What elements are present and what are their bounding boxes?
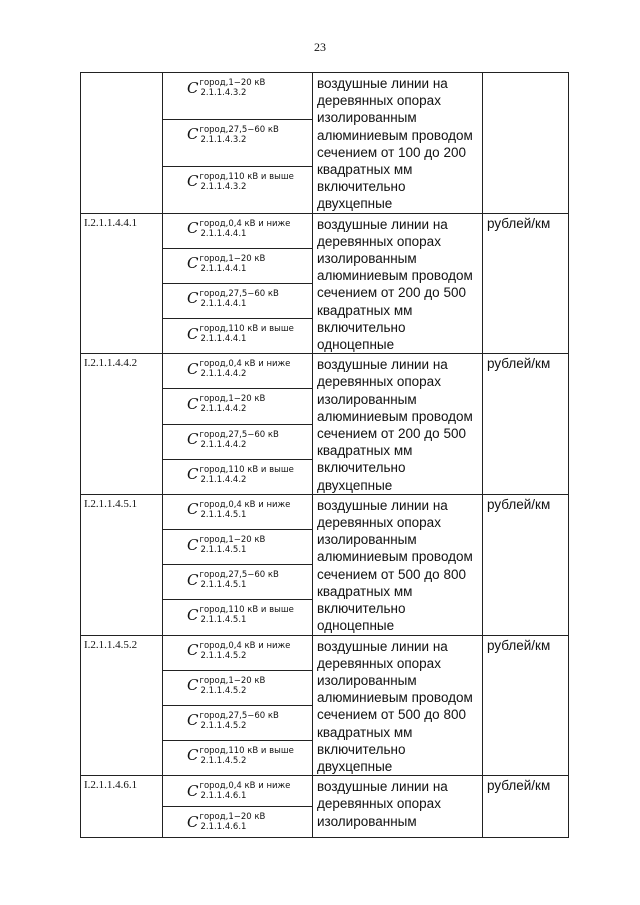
symbol-subscript: 2.1.1.4.5.2	[200, 755, 247, 766]
unit-of-measure: рублей/км	[483, 354, 569, 495]
symbol-subscript: 2.1.1.4.4.2	[200, 439, 247, 450]
rate-symbol-cell	[163, 635, 313, 670]
rate-symbol-cell	[163, 319, 313, 354]
rate-symbol	[163, 671, 265, 701]
rate-symbol	[163, 167, 294, 197]
symbol-base: C	[187, 430, 199, 449]
symbol-base: C	[187, 535, 199, 554]
rate-symbol-cell	[163, 705, 313, 740]
rate-symbol-cell	[163, 424, 313, 459]
symbol-base: C	[187, 641, 199, 659]
line-description: воздушные линии на деревянных опорах изолированным	[313, 776, 483, 838]
rate-symbol	[163, 73, 265, 103]
rate-symbol	[163, 284, 279, 314]
rate-symbol-cell	[163, 600, 313, 635]
symbol-base: C	[187, 289, 199, 308]
unit-of-measure: рублей/км	[483, 213, 569, 354]
rate-symbol	[163, 807, 265, 837]
rate-symbol	[163, 120, 279, 150]
symbol-superscript: город,110 кВ и выше	[199, 171, 294, 182]
table-body	[81, 73, 569, 838]
symbol-base: C	[187, 394, 199, 413]
symbol-superscript: город,110 кВ и выше	[199, 324, 294, 335]
rate-symbol-cell	[163, 389, 313, 424]
symbol-subscript: 2.1.1.4.5.2	[200, 685, 247, 696]
symbol-base: C	[187, 254, 199, 273]
line-description: воздушные линии на деревянных опорах изолированным алюминиевым проводом сечением от 200 до 500 квадратных мм включительно двухцепные	[313, 354, 483, 495]
unit-of-measure: рублей/км	[483, 494, 569, 635]
symbol-subscript: 2.1.1.4.4.1	[200, 334, 247, 345]
symbol-superscript: город,27,5−60 кВ	[199, 429, 279, 440]
symbol-superscript: город,1−20 кВ	[199, 812, 266, 823]
symbol-base: C	[187, 676, 199, 695]
item-code: I.2.1.1.4.4.2	[81, 354, 163, 495]
symbol-subscript: 2.1.1.4.3.2	[200, 88, 247, 98]
symbol-subscript: 2.1.1.4.4.1	[200, 263, 247, 274]
symbol-subscript: 2.1.1.4.3.2	[200, 181, 247, 192]
symbol-base: C	[187, 500, 199, 519]
table-row	[81, 213, 569, 248]
rate-symbol	[163, 776, 290, 806]
symbol-subscript: 2.1.1.4.5.1	[200, 545, 247, 556]
symbol-superscript: город,110 кВ и выше	[199, 464, 294, 475]
symbol-base: C	[187, 605, 199, 624]
item-code	[81, 73, 163, 214]
symbol-subscript: 2.1.1.4.6.1	[200, 791, 247, 802]
symbol-base: C	[187, 465, 199, 484]
symbol-subscript: 2.1.1.4.5.1	[200, 509, 247, 520]
symbol-base: C	[187, 125, 199, 144]
rate-symbol-cell	[163, 459, 313, 494]
table-row	[81, 73, 569, 120]
rate-symbol	[163, 636, 290, 666]
item-code: I.2.1.1.4.6.1	[81, 776, 163, 838]
symbol-base: C	[187, 219, 199, 238]
table-row	[81, 776, 569, 807]
unit-of-measure	[483, 73, 569, 214]
rate-symbol	[163, 530, 265, 560]
symbol-base: C	[187, 172, 199, 191]
symbol-subscript: 2.1.1.4.5.1	[200, 615, 247, 626]
symbol-subscript: 2.1.1.4.4.2	[200, 369, 247, 380]
table-row	[81, 635, 569, 670]
rate-symbol-cell	[163, 283, 313, 318]
symbol-superscript: город,1−20 кВ	[199, 394, 266, 405]
symbol-superscript: город,27,5−60 кВ	[199, 288, 279, 299]
unit-of-measure: рублей/км	[483, 776, 569, 838]
symbol-base: C	[187, 359, 199, 378]
symbol-superscript: город,1−20 кВ	[199, 675, 266, 686]
symbol-base: C	[187, 781, 199, 800]
rate-symbol	[163, 319, 294, 349]
table-row	[81, 354, 569, 389]
symbol-subscript: 2.1.1.4.4.2	[200, 474, 247, 485]
symbol-superscript: город,0,4 кВ и ниже	[199, 218, 291, 229]
rate-symbol	[163, 389, 265, 419]
item-code: I.2.1.1.4.5.2	[81, 635, 163, 776]
symbol-superscript: город,27,5−60 кВ	[199, 710, 279, 721]
symbol-base: C	[187, 746, 199, 765]
symbol-superscript: город,0,4 кВ и ниже	[199, 640, 291, 651]
line-description: воздушные линии на деревянных опорах изолированным алюминиевым проводом сечением от 500 до 800 квадратных мм включительно одноцепные	[313, 494, 483, 635]
symbol-superscript: город,0,4 кВ и ниже	[199, 499, 291, 510]
rate-symbol-cell	[163, 807, 313, 838]
rate-symbol	[163, 354, 290, 384]
rate-symbol	[163, 425, 279, 455]
symbol-base: C	[187, 570, 199, 589]
symbol-superscript: город,1−20 кВ	[199, 78, 266, 88]
item-code: I.2.1.1.4.4.1	[81, 213, 163, 354]
symbol-subscript: 2.1.1.4.4.2	[200, 404, 247, 415]
rate-symbol-cell	[163, 565, 313, 600]
table-row	[81, 494, 569, 529]
symbol-base: C	[187, 711, 199, 730]
symbol-subscript: 2.1.1.4.5.2	[200, 650, 247, 661]
symbol-subscript: 2.1.1.4.5.1	[200, 580, 247, 591]
rate-symbol-cell	[163, 494, 313, 529]
symbol-subscript: 2.1.1.4.4.1	[200, 228, 247, 239]
rate-symbol-cell	[163, 166, 313, 213]
symbol-superscript: город,27,5−60 кВ	[199, 124, 279, 135]
rate-symbol	[163, 565, 279, 595]
symbol-base: C	[187, 812, 199, 831]
rate-symbol	[163, 249, 265, 279]
rate-symbol	[163, 460, 294, 490]
tariff-table	[80, 72, 569, 838]
rate-symbol-cell	[163, 670, 313, 705]
rate-symbol-cell	[163, 119, 313, 166]
line-description: воздушные линии на деревянных опорах изолированным алюминиевым проводом сечением от 200 до 500 квадратных мм включительно одноцепные	[313, 213, 483, 354]
symbol-superscript: город,27,5−60 кВ	[199, 570, 279, 581]
symbol-subscript: 2.1.1.4.4.1	[200, 298, 247, 309]
symbol-base: C	[187, 78, 199, 97]
rate-symbol	[163, 741, 294, 771]
page-number: 23	[314, 40, 326, 54]
symbol-superscript: город,110 кВ и выше	[199, 605, 294, 616]
symbol-base: C	[187, 324, 199, 343]
rate-symbol-cell	[163, 776, 313, 807]
rate-symbol-cell	[163, 740, 313, 775]
rate-symbol-cell	[163, 213, 313, 248]
rate-symbol-cell	[163, 354, 313, 389]
rate-symbol-cell	[163, 73, 313, 120]
unit-of-measure: рублей/км	[483, 635, 569, 776]
symbol-superscript: город,1−20 кВ	[199, 535, 266, 546]
symbol-subscript: 2.1.1.4.5.2	[200, 720, 247, 731]
rate-symbol	[163, 214, 290, 244]
rate-symbol	[163, 600, 294, 630]
line-description: воздушные линии на деревянных опорах изолированным алюминиевым проводом сечением от 100 до 200 квадратных мм включительно двухцепные	[313, 73, 483, 214]
symbol-superscript: город,110 кВ и выше	[199, 745, 294, 756]
rate-symbol	[163, 495, 290, 525]
symbol-subscript: 2.1.1.4.3.2	[200, 134, 247, 145]
symbol-superscript: город,1−20 кВ	[199, 253, 266, 264]
symbol-superscript: город,0,4 кВ и ниже	[199, 781, 291, 792]
line-description: воздушные линии на деревянных опорах изолированным алюминиевым проводом сечением от 500 до 800 квадратных мм включительно двухцепные	[313, 635, 483, 776]
symbol-subscript: 2.1.1.4.6.1	[200, 822, 247, 833]
rate-symbol-cell	[163, 530, 313, 565]
rate-symbol	[163, 706, 279, 736]
symbol-superscript: город,0,4 кВ и ниже	[199, 359, 291, 370]
rate-symbol-cell	[163, 248, 313, 283]
item-code: I.2.1.1.4.5.1	[81, 494, 163, 635]
